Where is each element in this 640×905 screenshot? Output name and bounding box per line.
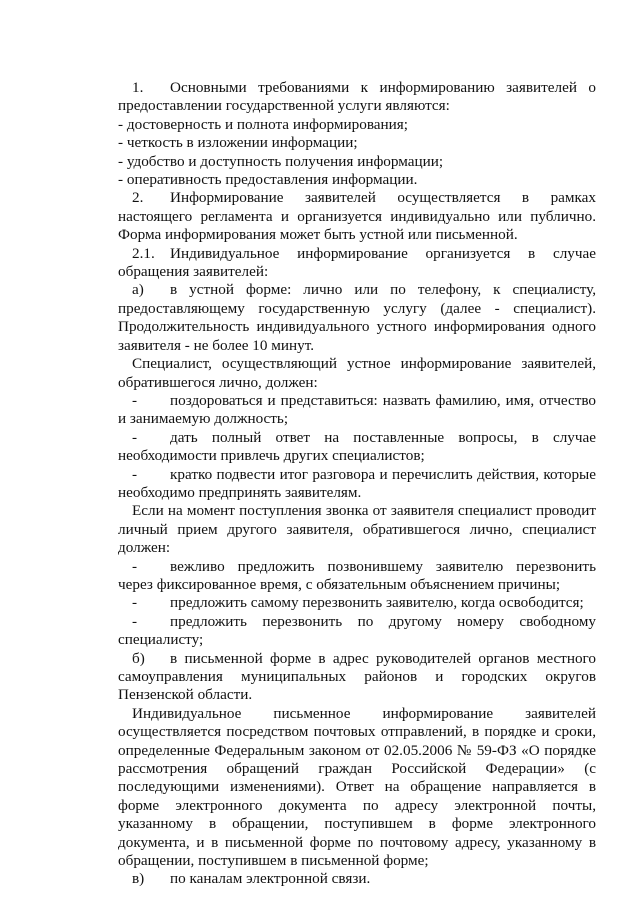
item-v-letter: в) <box>132 870 145 888</box>
item-b-text: в письменной форме в адрес руководителей органов местного самоуправления муниципальных районов и городских округов Пензенской области. <box>118 649 596 704</box>
specialist-item <box>118 429 596 466</box>
item-b-letter: б) <box>132 649 145 667</box>
document-body <box>118 79 596 889</box>
dash-marker: - <box>132 391 138 409</box>
item-a-text: в устной форме: лично или по телефону, к специалисту, предоставляющему государственную услугу (далее - специалист). Продолжительность индивидуального устного информирования одного заявителя - не более 10 минут. <box>118 281 596 354</box>
call-item-text: вежливо предложить позвонившему заявителю перезвонить через фиксированное время, с обязательным объяснением причины; <box>118 557 596 593</box>
item-a-letter: а) <box>132 281 144 299</box>
written-paragraph <box>118 705 596 871</box>
paragraph-1-number: 1. <box>132 79 144 96</box>
item-v-text: по каналам электронной связи. <box>170 870 371 888</box>
call-item-text: предложить перезвонить по другому номеру свободному специалисту; <box>118 612 596 649</box>
paragraph-2-number: 2. <box>132 189 144 207</box>
requirement-item: - четкость в изложении информации; <box>118 134 358 152</box>
dash-marker: - <box>132 594 138 612</box>
dash-marker: - <box>132 612 138 630</box>
paragraph-2 <box>118 189 596 244</box>
dash-marker: - <box>132 557 138 575</box>
call-paragraph <box>118 502 596 557</box>
call-item <box>118 613 596 650</box>
specialist-item-text: дать полный ответ на поставленные вопросы, в случае необходимости привлечь других специалистов; <box>118 428 596 465</box>
specialist-item <box>118 392 596 429</box>
paragraph-2-1-number: 2.1. <box>132 244 155 262</box>
specialist-item-text: поздороваться и представиться: назвать фамилию, имя, отчество и занимаемую должность; <box>118 391 596 428</box>
specialist-paragraph <box>118 355 596 392</box>
dash-marker: - <box>132 465 138 483</box>
call-item <box>118 558 596 595</box>
paragraph-2-1-text: Индивидуальное информирование организуется в случае обращения заявителей: <box>118 244 596 281</box>
item-b <box>118 650 596 705</box>
call-item <box>118 594 596 612</box>
paragraph-2-1 <box>118 245 596 282</box>
requirement-item: - достоверность и полнота информирования; <box>118 115 409 133</box>
paragraph-2-text: Информирование заявителей осуществляется в рамках настоящего регламента и организуется индивидуально или публично. Форма информирования может быть устной или письменной. <box>118 189 596 244</box>
item-a <box>118 281 596 355</box>
dash-marker: - <box>132 428 138 446</box>
requirement-item: - удобство и доступность получения информации; <box>118 152 444 170</box>
item-v <box>118 870 596 888</box>
specialist-item <box>118 466 596 503</box>
call-item-text: предложить самому перезвонить заявителю, когда освободится; <box>170 594 584 612</box>
paragraph-1-text: Основными требованиями к информированию заявителей о предоставлении государственной услуги являются: <box>118 79 596 115</box>
call-text: Если на момент поступления звонка от заявителя специалист проводит личный прием другого заявителя, обратившегося лично, специалист должен: <box>118 502 596 557</box>
specialist-item-text: кратко подвести итог разговора и перечислить действия, которые необходимо предпринять заявителям. <box>118 465 596 501</box>
paragraph-1 <box>118 79 596 116</box>
specialist-text: Специалист, осуществляющий устное информирование заявителей, обратившегося лично, должен: <box>118 355 596 391</box>
requirement-item: - оперативность предоставления информации. <box>118 171 418 189</box>
written-text: Индивидуальное письменное информирование заявителей осуществляется посредством почтовых отправлений, в порядке и сроки, определенные Федеральным законом от 02.05.2006 № 59-ФЗ «О порядке рассмотрения обращений граждан Российской Федерации» (с последующими изменениями). Ответ на обращение направляется в форме электронного документа по адресу электронной почты, указанному в обращении, поступившем в форме электронного документа, и в письменной форме по почтовому адресу, указанному в обращении, поступившем в письменной форме; <box>118 704 596 870</box>
